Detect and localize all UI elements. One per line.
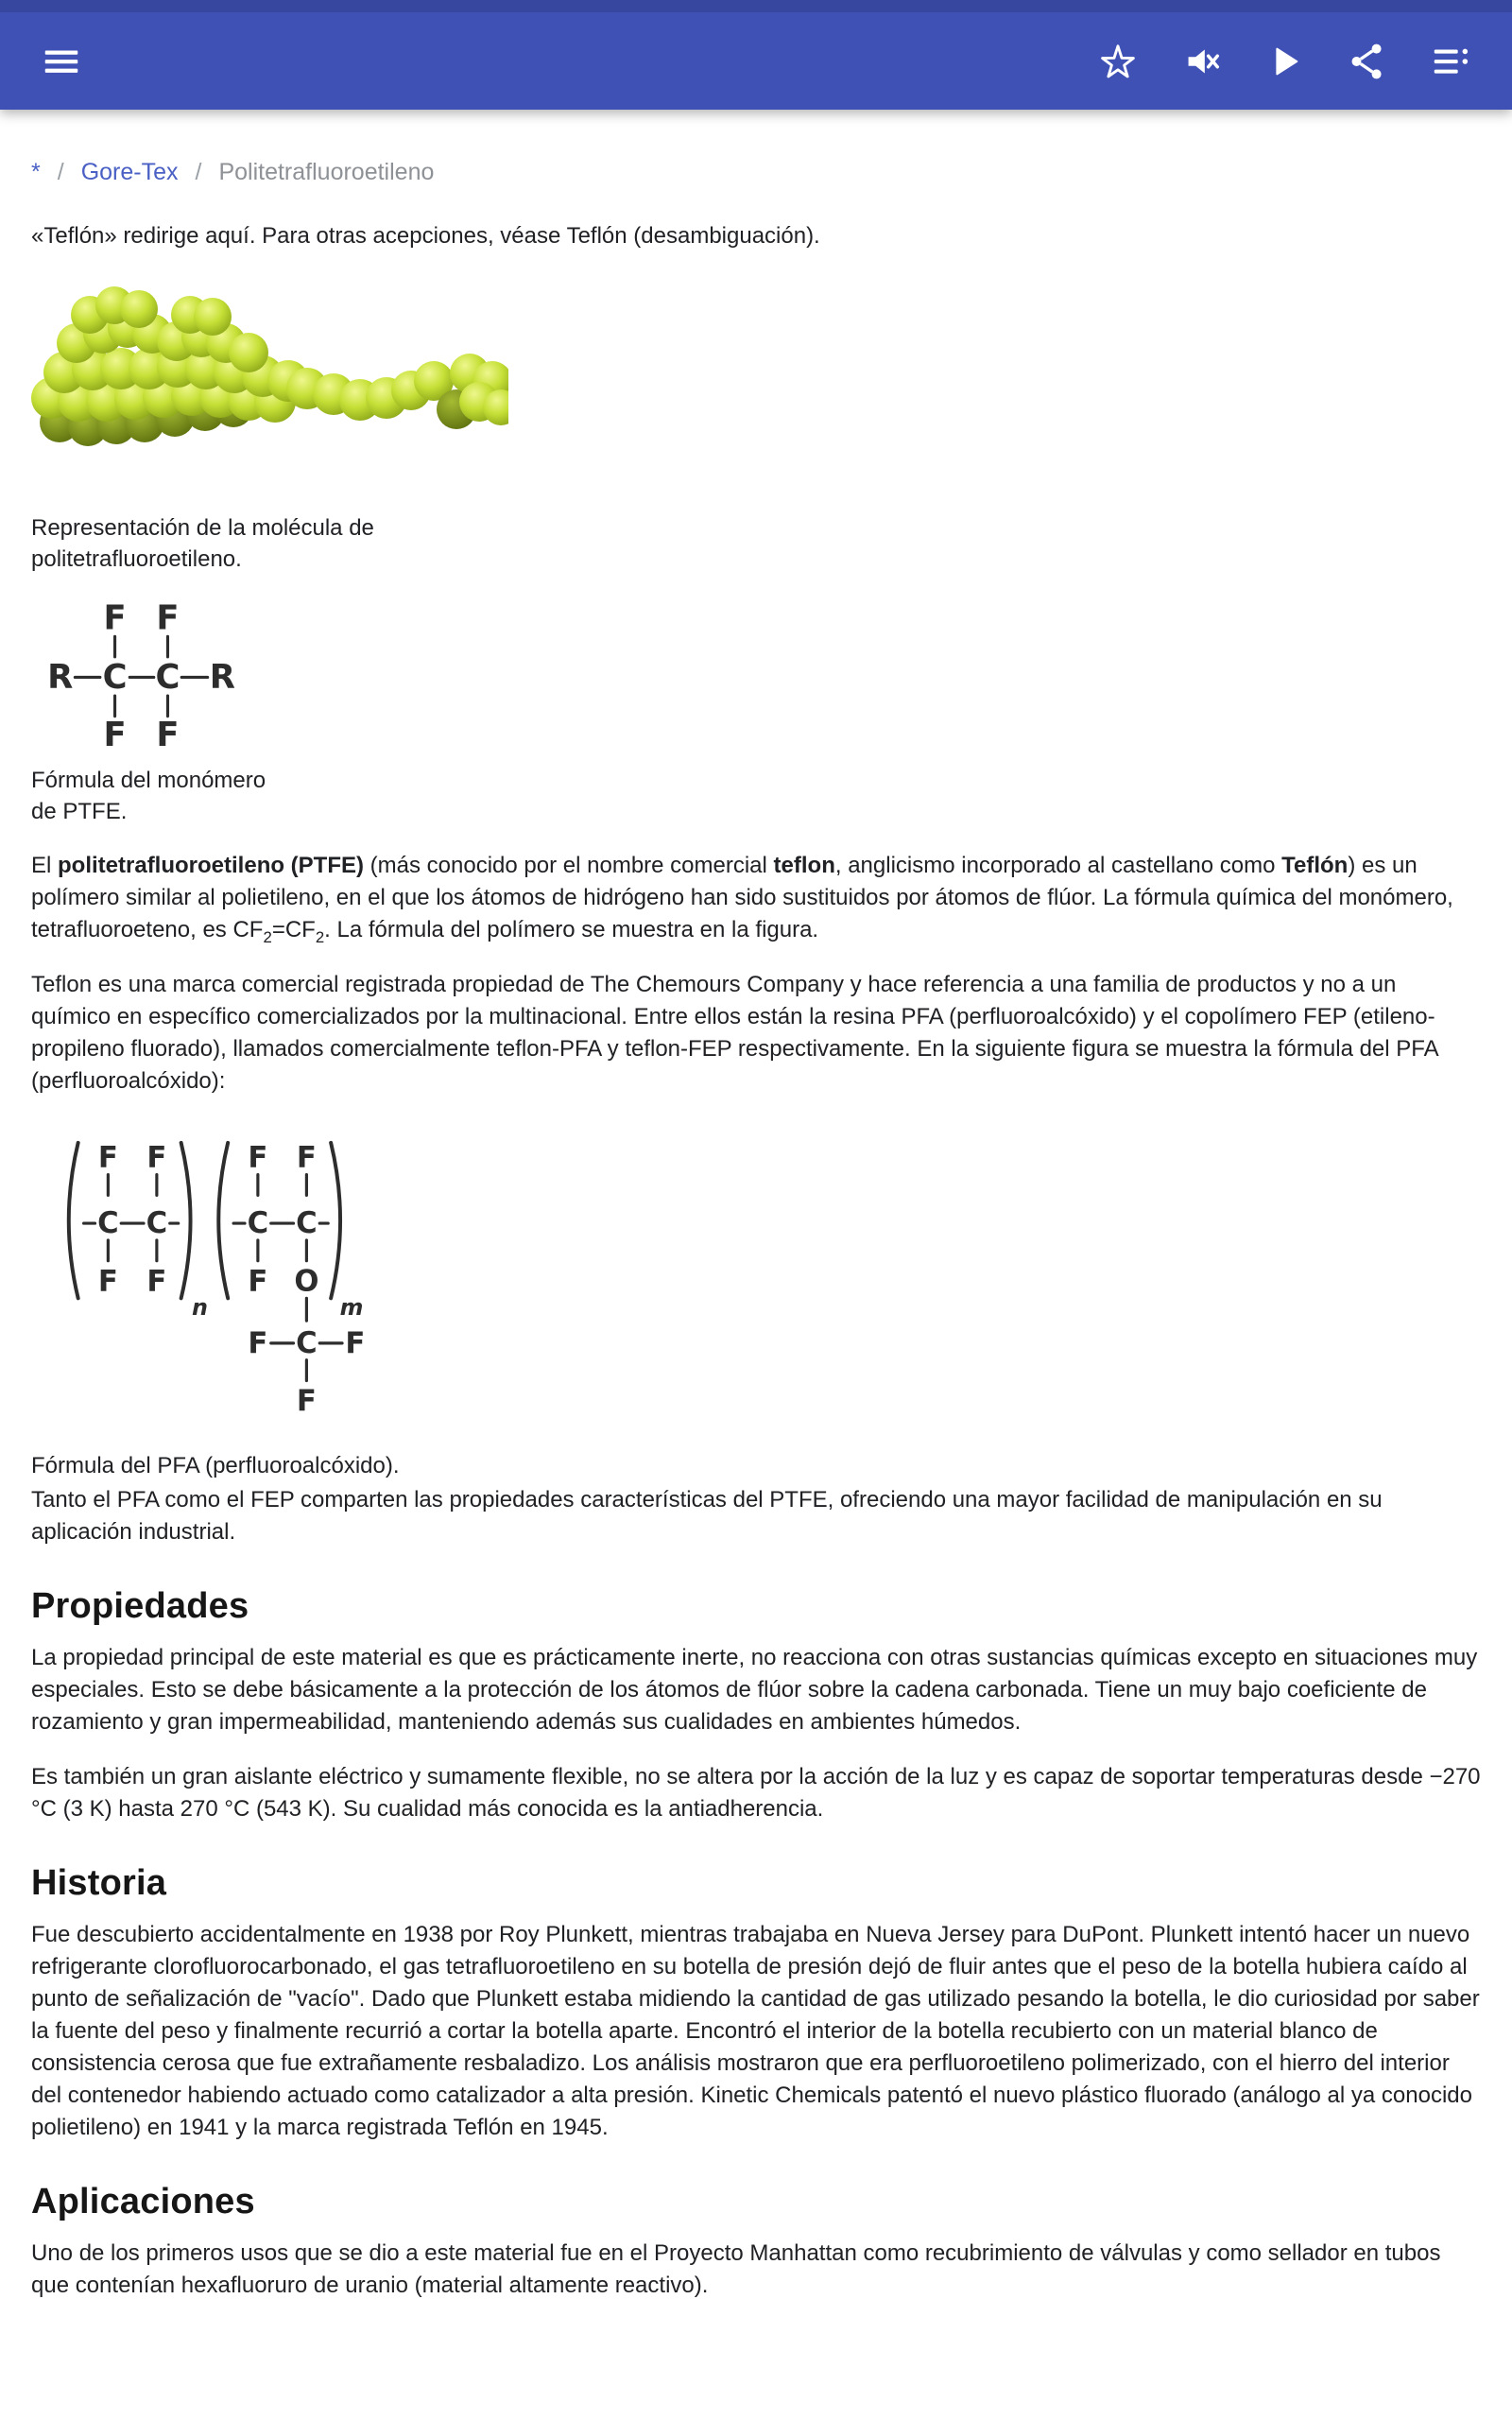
formula-atom: F [296, 1140, 317, 1175]
formula-atom: F [248, 1140, 268, 1175]
formula-atom: F [156, 598, 180, 638]
molecule-spheres-graphic [31, 281, 508, 484]
molecule-caption: Representación de la molécula de politetrafluoroetileno. [31, 515, 374, 572]
formula-atom: R [47, 658, 74, 698]
breadcrumb-goretex-link[interactable]: Gore-Tex [80, 159, 179, 185]
share-icon [1346, 40, 1389, 83]
breadcrumb-separator: / [57, 159, 64, 185]
toc-icon [1429, 40, 1472, 83]
monomer-formula-image[interactable] [44, 596, 1481, 753]
formula-atom: C [102, 658, 128, 698]
paragraph: La propiedad principal de este material es que es prácticamente inerte, no reacciona con otras sustancias químicas excepto en situaciones muy especiales. Esto se debe básicamente a la protección de los átomos de flúor sobre la cadena carbonada. Tiene un muy bajo coeficiente de rozamiento y gran impermeabilidad, manteniendo además sus cualidades en ambientes húmedos. [31, 1645, 1478, 1735]
formula-atom: F [345, 1325, 366, 1360]
paragraph-trademark: Teflon es una marca comercial registrada propiedad de The Chemours Company y hace referencia a una familia de productos y no a un químico en específico comercializados por la multinacional. Entre ellos están la resina PFA (perfluoroalcóxido) y el copolímero FEP (etileno-propileno fluorado), llamados comercialmente teflon-PFA y teflon-FEP respectivamente. En la siguiente figura se muestra la fórmula del PFA (perfluoroalcóxido): [31, 972, 1438, 1094]
pfa-caption: Fórmula del PFA (perfluoroalcóxido). [31, 1453, 400, 1478]
formula-atom: F [97, 1264, 118, 1299]
formula-atom: O [294, 1264, 319, 1299]
pfa-formula-image[interactable] [44, 1122, 1481, 1441]
formula-atom: F [296, 1384, 317, 1419]
play-button[interactable] [1255, 27, 1314, 95]
formula-atom: C [296, 1205, 318, 1240]
paragraph-intro: El politetrafluoroetileno (PTFE) (más conocido por el nombre comercial teflon, anglicismo incorporado al castellano como Teflón) es un polímero similar al polietileno, en el que los átomos de hidrógeno han sido sustituidos por átomos de flúor. La fórmula química del monómero, tetrafluoroeteno, es $CF_2=CF_2$. La fórmula del polímero se muestra en la figura. [31, 853, 1453, 946]
formula-atom: F [103, 716, 127, 753]
volume-off-icon [1179, 40, 1223, 83]
formula-atom: C [247, 1205, 269, 1240]
section-title-aplicaciones: Aplicaciones [31, 2182, 255, 2221]
breadcrumb [31, 159, 1481, 186]
breadcrumb-root-link[interactable]: * [31, 159, 41, 185]
molecule-image[interactable] [31, 281, 1481, 484]
section-title-historia: Historia [31, 1863, 167, 1903]
paragraph: Uno de los primeros usos que se dio a este material fue en el Proyecto Manhattan como recubrimiento de válvulas y como sellador en tubos que contenían hexafluoruro de uranio (material altamente reactivo). [31, 2240, 1441, 2298]
app-bar [0, 0, 1512, 110]
formula-subscript-n: n [191, 1294, 208, 1322]
pfa-structure-graphic [44, 1122, 447, 1441]
favorite-button[interactable] [1089, 27, 1147, 95]
status-bar [0, 0, 1512, 12]
hatnote: «Teflón» redirige aquí. Para otras acepciones, véase Teflón (desambiguación). [31, 223, 820, 249]
formula-atom: F [97, 1140, 118, 1175]
share-button[interactable] [1338, 27, 1397, 95]
menu-icon [40, 40, 83, 83]
star-outline-icon [1096, 40, 1140, 83]
formula-atom: C [296, 1325, 318, 1360]
formula-atom: F [103, 598, 127, 638]
breadcrumb-current-page: Politetrafluoroetileno [218, 159, 435, 185]
paragraph-pfa-fep: Tanto el PFA como el FEP comparten las propiedades características del PTFE, ofreciendo una mayor facilidad de manipulación en su aplicación industrial. [31, 1487, 1383, 1545]
formula-atom: F [146, 1264, 167, 1299]
formula-subscript-m: m [339, 1294, 364, 1322]
formula-atom: C [97, 1205, 119, 1240]
section-title-propiedades: Propiedades [31, 1586, 249, 1626]
formula-atom: F [156, 716, 180, 753]
play-icon [1263, 40, 1306, 83]
formula-atom: F [248, 1264, 268, 1299]
paragraph: Es también un gran aislante eléctrico y sumamente flexible, no se altera por la acción de la luz y es capaz de soportar temperaturas desde −270 °C (3 K) hasta 270 °C (543 K). Su cualidad más conocida es la antiadherencia. [31, 1764, 1481, 1822]
text-to-speech-mute-button[interactable] [1172, 27, 1230, 95]
article-content [0, 159, 1512, 2302]
formula-atom: C [146, 1205, 168, 1240]
contents-button[interactable] [1421, 27, 1480, 95]
formula-atom: F [146, 1140, 167, 1175]
paragraph: Fue descubierto accidentalmente en 1938 por Roy Plunkett, mientras trabajaba en Nueva Jersey para DuPont. Plunkett intentó hacer un nuevo refrigerante clorofluorocarbonado, el gas tetrafluoroetileno en su botella de presión dejó de fluir antes que el peso de la botella hubiera caído al punto de señalización de "vacío". Dado que Plunkett estaba midiendo la cantidad de gas utilizado pesando la botella, le dio curiosidad por saber la fuente del peso y finalmente recurrió a cortar la botella aparte. Encontró el interior de la botella recubierto con un material blanco de consistencia cerosa que fue extrañamente resbaladizo. Los análisis mostraron que era perfluoroetileno polimerizado, con el hierro del interior del contenedor habiendo actuado como catalizador a alta presión. Kinetic Chemicals patentó el nuevo plástico fluorado (análogo al ya conocido polietileno) en 1941 y la marca registrada Teflón en 1945. [31, 1922, 1480, 2140]
formula-atom: F [248, 1325, 268, 1360]
breadcrumb-separator: / [195, 159, 202, 185]
formula-atom: C [155, 658, 180, 698]
menu-button[interactable] [32, 27, 91, 95]
monomer-caption: Fórmula del monómero de PTFE. [31, 768, 266, 824]
monomer-structure-graphic [44, 596, 239, 753]
appbar-actions [1089, 27, 1480, 95]
formula-atom: R [209, 658, 235, 698]
